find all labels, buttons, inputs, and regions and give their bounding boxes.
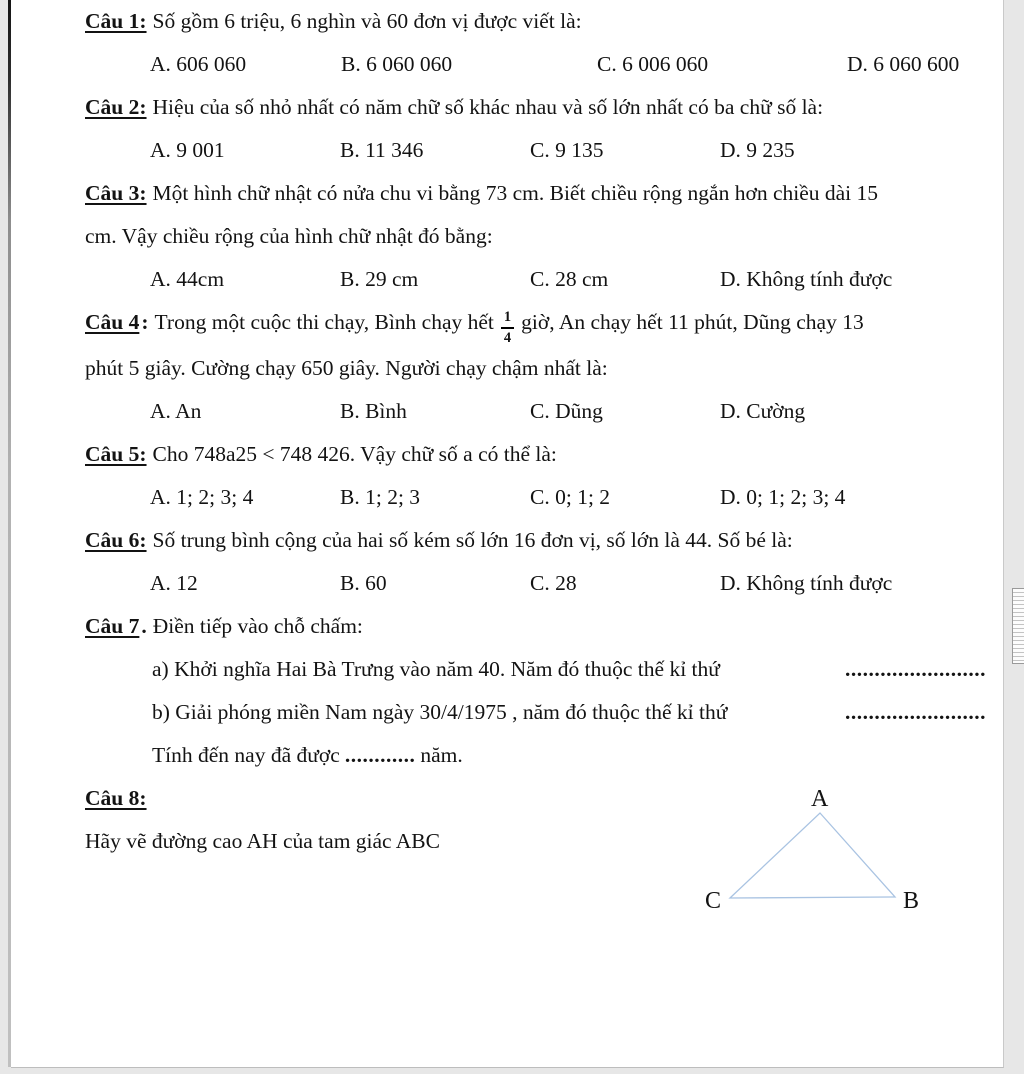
option-d: D. 0; 1; 2; 3; 4 bbox=[720, 485, 846, 510]
option-a: A. 9 001 bbox=[150, 138, 225, 162]
question-6-heading bbox=[11, 519, 1003, 562]
page-left-edge-shadow bbox=[8, 0, 11, 1067]
question-1-label: Câu 1: bbox=[85, 9, 147, 33]
triangle-figure bbox=[700, 784, 932, 926]
option-c: C. 28 cm bbox=[530, 267, 609, 291]
question-7-part-b bbox=[11, 691, 1003, 734]
question-2-label: Câu 2: bbox=[85, 95, 147, 119]
question-8-stem: Hãy vẽ đường cao AH của tam giác ABC bbox=[85, 829, 440, 854]
vertex-label-a: A bbox=[811, 786, 829, 812]
triangle-outline bbox=[730, 813, 895, 898]
option-b: B. 11 346 bbox=[340, 138, 424, 162]
dotted-blank-c: ............ bbox=[344, 743, 416, 768]
question-4-stem-before-fraction: Trong một cuộc thi chạy, Bình chạy hết bbox=[154, 310, 494, 334]
option-b: B. 1; 2; 3 bbox=[340, 485, 421, 510]
question-4-options bbox=[11, 390, 1003, 433]
part-c-text-before: Tính đến nay đã được bbox=[152, 743, 340, 768]
option-a: A. 1; 2; 3; 4 bbox=[150, 485, 254, 510]
option-a: A. 12 bbox=[150, 571, 198, 596]
option-d: D. Cường bbox=[720, 399, 806, 424]
question-3-heading bbox=[11, 172, 1003, 215]
option-c: C. 6 006 060 bbox=[597, 52, 709, 76]
question-8-label: Câu 8: bbox=[85, 786, 147, 811]
triangle-abc-drawing bbox=[700, 784, 932, 926]
question-6-label: Câu 6: bbox=[85, 528, 147, 553]
question-6-options bbox=[11, 562, 1003, 605]
option-d: D. Không tính được bbox=[720, 267, 893, 291]
fraction-one-quarter bbox=[501, 309, 514, 348]
question-5-options bbox=[11, 476, 1003, 519]
question-2-options bbox=[11, 129, 1003, 172]
question-3-stem-line1: Một hình chữ nhật có nửa chu vi bằng 73 cm. Biết chiều rộng ngắn hơn chiều dài 15 bbox=[152, 181, 879, 205]
dotted-blank-b: ........................ bbox=[845, 700, 986, 725]
option-c: C. 28 bbox=[530, 571, 577, 596]
question-2-stem: Hiệu của số nhỏ nhất có năm chữ số khác nhau và số lớn nhất có ba chữ số là: bbox=[152, 95, 824, 119]
option-b: B. Bình bbox=[340, 399, 407, 424]
option-a: A. 44cm bbox=[150, 267, 225, 291]
question-5-heading bbox=[11, 433, 1003, 476]
question-7-stem: Điền tiếp vào chỗ chấm: bbox=[152, 614, 363, 639]
question-7-part-c bbox=[11, 734, 1003, 777]
option-b: B. 6 060 060 bbox=[341, 52, 453, 76]
question-4-separator: : bbox=[141, 310, 149, 334]
question-1-options bbox=[11, 43, 1003, 86]
question-5-stem: Cho 748a25 < 748 426. Vậy chữ số a có thể là: bbox=[152, 442, 557, 467]
fraction-denominator: 4 bbox=[503, 330, 512, 346]
question-4-heading bbox=[11, 301, 1003, 347]
question-3-options bbox=[11, 258, 1003, 301]
question-2-heading bbox=[11, 86, 1003, 129]
option-c: C. 9 135 bbox=[530, 138, 604, 162]
question-4-stem-after-fraction: giờ, An chạy hết 11 phút, Dũng chạy 13 bbox=[521, 310, 864, 334]
option-a: A. An bbox=[150, 399, 202, 424]
part-a-text: a) Khởi nghĩa Hai Bà Trưng vào năm 40. Năm đó thuộc thế kỉ thứ bbox=[152, 657, 720, 682]
question-7-label: Câu 7 bbox=[85, 614, 140, 639]
part-c-text-after: năm. bbox=[420, 743, 463, 768]
question-7-separator: . bbox=[141, 614, 147, 639]
option-d: D. 6 060 600 bbox=[847, 52, 960, 76]
question-1-stem: Số gồm 6 triệu, 6 nghìn và 60 đơn vị được viết là: bbox=[152, 9, 582, 33]
part-b-text: b) Giải phóng miền Nam ngày 30/4/1975 , năm đó thuộc thế kỉ thứ bbox=[152, 700, 728, 725]
option-b: B. 60 bbox=[340, 571, 387, 596]
page-preview-thumbnail bbox=[1012, 588, 1024, 664]
question-3-stem-line2: cm. Vậy chiều rộng của hình chữ nhật đó bằng: bbox=[85, 224, 493, 248]
option-b: B. 29 cm bbox=[340, 267, 419, 291]
option-d: D. 9 235 bbox=[720, 138, 795, 162]
question-3-label: Câu 3: bbox=[85, 181, 147, 205]
fraction-numerator: 1 bbox=[501, 309, 514, 329]
vertex-label-b: B bbox=[903, 888, 920, 914]
option-d: D. Không tính được bbox=[720, 571, 893, 596]
option-a: A. 606 060 bbox=[150, 52, 247, 76]
vertex-label-c: C bbox=[705, 888, 722, 914]
document-page bbox=[11, 0, 1004, 1068]
option-c: C. Dũng bbox=[530, 399, 603, 424]
question-4-stem-line2: phút 5 giây. Cường chạy 650 giây. Người chạy chậm nhất là: bbox=[85, 356, 608, 381]
question-7-heading bbox=[11, 605, 1003, 648]
dotted-blank-a: ........................ bbox=[845, 657, 986, 682]
question-6-stem: Số trung bình cộng của hai số kém số lớn 16 đơn vị, số lớn là 44. Số bé là: bbox=[152, 528, 793, 553]
option-c: C. 0; 1; 2 bbox=[530, 485, 611, 510]
question-1-heading bbox=[11, 0, 1003, 43]
question-4-label: Câu 4 bbox=[85, 310, 140, 334]
question-5-label: Câu 5: bbox=[85, 442, 147, 467]
question-7-part-a bbox=[11, 648, 1003, 691]
